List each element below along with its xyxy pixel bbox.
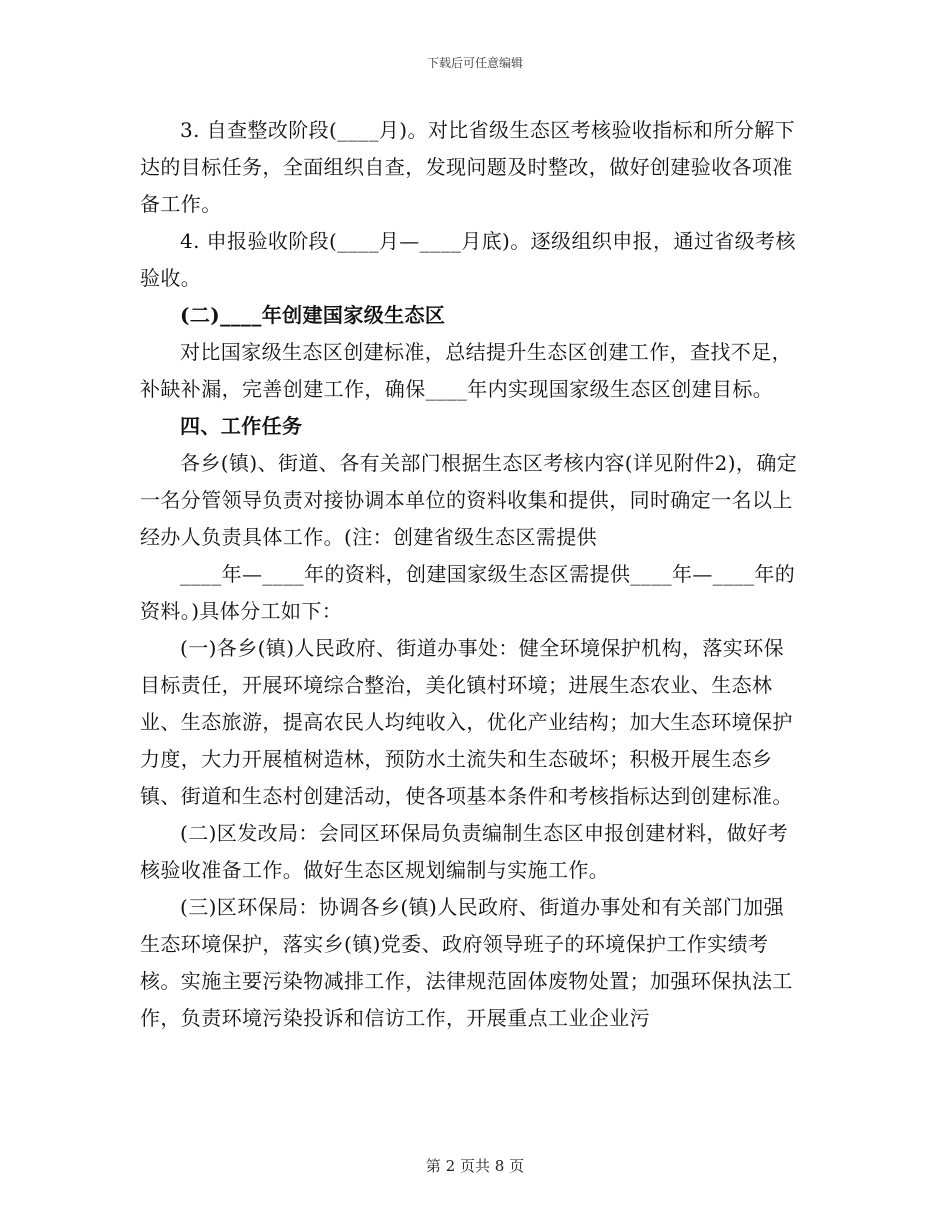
- heading-national-eco-district: (二)____年创建国家级生态区: [180, 303, 446, 327]
- paragraph-task-intro: 各乡(镇)、街道、各有关部门根据生态区考核内容(详见附件2)，确定一名分管领导负责对接协调本单位的资料收集和提供，同时确定一名以上经办人负责具体工作。(注：创建省级生态区需提供: [140, 451, 798, 549]
- document-body: [140, 112, 800, 1037]
- paragraph-township-duties: (一)各乡(镇)人民政府、街道办事处：健全环境保护机构，落实环保目标责任，开展环境综合整治，美化镇村环境；进展生态农业、生态林业、生态旅游，提高农民人均纯收入，优化产业结构；加大生态环境保护力度，大力开展植树造林，预防水土流失和生态破坏；积极开展生态乡镇、街道和生态村创建活动，使各项基本条件和考核指标达到创建标准。: [140, 636, 793, 808]
- page-number: 第 2 页共 8 页: [425, 1157, 525, 1175]
- paragraph-national-standard: 对比国家级生态区创建标准，总结提升生态区创建工作，查找不足，补缺补漏，完善创建工作，确保____年内实现国家级生态区创建目标。: [140, 340, 792, 401]
- paragraph-environment-bureau: (三)区环保局：协调各乡(镇)人民政府、街道办事处和有关部门加强生态环境保护，落实乡(镇)党委、政府领导班子的环境保护工作实绩考核。实施主要污染物减排工作，法律规范固体废物处置；加强环保执法工作，负责环境污染投诉和信访工作，开展重点工业企业污: [140, 895, 793, 1030]
- page-header: 下载后可任意编辑: [426, 56, 523, 70]
- paragraph-acceptance-stage: 4. 申报验收阶段(____月—____月底)。逐级组织申报，通过省级考核验收。: [140, 229, 796, 290]
- paragraph-self-check-stage: 3. 自查整改阶段(____月)。对比省级生态区考核验收指标和所分解下达的目标任务，全面组织自查，发现问题及时整改，做好创建验收各项准备工作。: [140, 118, 796, 216]
- paragraph-development-bureau: (二)区发改局：会同区环保局负责编制生态区申报创建材料，做好考核验收准备工作。做好生态区规划编制与实施工作。: [140, 821, 789, 882]
- paragraph-task-years: ____年—____年的资料，创建国家级生态区需提供____年—____年的资料。)具体分工如下：: [140, 562, 796, 623]
- heading-work-tasks: 四、工作任务: [180, 414, 303, 438]
